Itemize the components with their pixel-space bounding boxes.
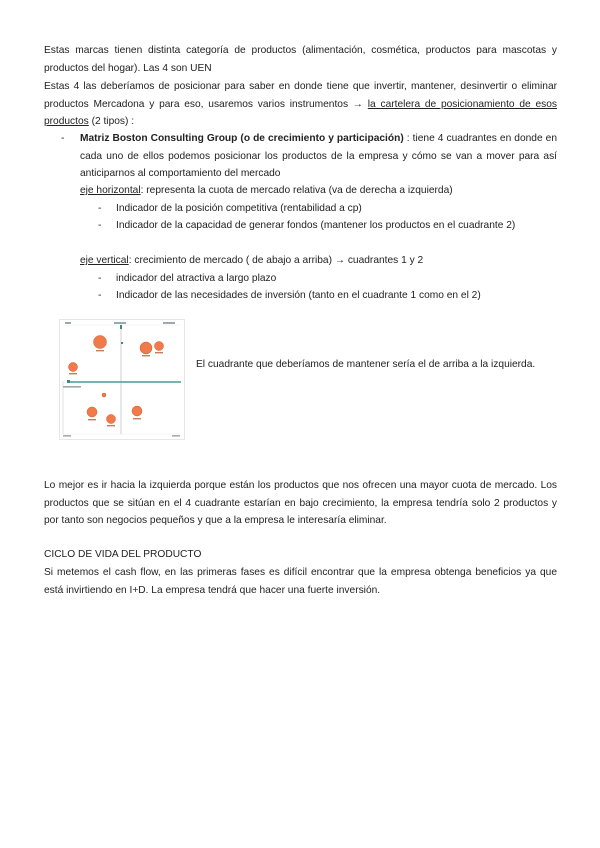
bcg-description bbox=[80, 130, 557, 183]
intro-paragraph-2 bbox=[44, 78, 557, 131]
list-dash: - bbox=[98, 273, 102, 284]
list-dash: - bbox=[98, 290, 102, 301]
vertical-axis-line bbox=[80, 252, 560, 270]
bubble-label-mark bbox=[133, 418, 141, 419]
product-bubble bbox=[155, 342, 164, 351]
axis-marker bbox=[120, 325, 122, 329]
bcg-matrix-image bbox=[59, 319, 185, 440]
vertical-sub-item-1-text: indicador del atractiva a largo plazo bbox=[116, 273, 277, 284]
bubble-label-mark bbox=[96, 350, 104, 351]
figure-frame bbox=[60, 320, 185, 440]
lifecycle-paragraph: Si metemos el cash flow, en las primeras fases es difícil encontrar que la empresa obtenga beneficios ya que está invirtiendo en I+D. La empresa tendrá que hacer una fuerte inversión. bbox=[44, 567, 557, 596]
product-bubble bbox=[69, 363, 78, 372]
corner-label-mark bbox=[172, 435, 180, 437]
figure-caption: El cuadrante que deberíamos de mantener sería el de arriba a la izquierda. bbox=[196, 359, 536, 370]
product-bubble bbox=[102, 393, 106, 397]
product-bubble bbox=[132, 406, 142, 416]
bcg-desc: : tiene 4 cuadrantes en donde en cada uno de ellos podemos posicionar los productos de la empresa y cómo se van a mover para así anticiparnos al comportamiento del mercado bbox=[80, 133, 557, 180]
list-dash: - bbox=[61, 133, 65, 144]
horizontal-axis-label: eje horizontal bbox=[80, 185, 141, 196]
product-bubble bbox=[107, 415, 116, 424]
vertical-sub-item-2-text: Indicador de las necesidades de inversión (tanto en el cuadrante 1 como en el 2) bbox=[116, 290, 481, 301]
product-bubble bbox=[87, 407, 97, 417]
horizontal-axis-text: : representa la cuota de mercado relativa (va de derecha a izquierda) bbox=[140, 185, 453, 196]
list-dash: - bbox=[98, 203, 102, 214]
axis-label-mark bbox=[63, 386, 81, 388]
conclusion-paragraph: Lo mejor es ir hacia la izquierda porque están los productos que nos ofrecen una mayor cuota de mercado. Los productos que se sitúan en el 4 cuadrante estarían en bajo crecimiento, la empresa tendría solo 2 productos y por tanto son negocios pequeños y que a la empresa le interesaría eliminar. bbox=[44, 480, 557, 527]
positioning-chart-link: la cartelera de posicionamiento de esos productos bbox=[44, 98, 557, 128]
intro-paragraph-2-tail: (2 tipos) : bbox=[88, 116, 135, 128]
vertical-axis-text: : crecimiento de mercado ( de abajo a arriba) → cuadrantes 1 y 2 bbox=[128, 255, 424, 266]
horizontal-sub-item-2-text: Indicador de la capacidad de generar fondos (mantener los productos en el cuadrante 2) bbox=[116, 220, 516, 231]
corner-label-mark bbox=[163, 322, 175, 324]
vertical-axis-label: eje vertical bbox=[80, 255, 129, 266]
bubble-label-mark bbox=[107, 425, 115, 426]
horizontal-axis-line bbox=[80, 182, 560, 200]
top-label-mark bbox=[114, 322, 126, 324]
list-dash: - bbox=[98, 220, 102, 231]
bubble-label-mark bbox=[155, 352, 163, 353]
product-bubble bbox=[94, 336, 107, 349]
product-bubble bbox=[140, 342, 152, 354]
bcg-matrix-graphic bbox=[59, 319, 185, 440]
corner-label-mark bbox=[63, 435, 71, 437]
bubble-label-mark bbox=[69, 373, 77, 374]
axis-marker bbox=[121, 342, 123, 344]
intro-paragraph-1: Estas marcas tienen distinta categoría de productos (alimentación, cosmética, productos para mascotas y productos del hogar). Las 4 son UEN bbox=[44, 45, 557, 74]
bcg-title: Matriz Boston Consulting Group (o de crecimiento y participación) bbox=[80, 133, 404, 144]
bubble-label-mark bbox=[142, 355, 150, 356]
lifecycle-heading: CICLO DE VIDA DEL PRODUCTO bbox=[44, 549, 202, 560]
axis-marker bbox=[67, 380, 70, 383]
corner-label-mark bbox=[65, 322, 71, 324]
bubble-label-mark bbox=[88, 419, 96, 420]
intro-paragraph-2-text: Estas 4 las deberíamos de posicionar para saber en donde tiene que invertir, mantener, desinvertir o eliminar productos Mercadona y para eso, usaremos varios instrumentos → bbox=[44, 81, 557, 110]
horizontal-sub-item-1-text: Indicador de la posición competitiva (rentabilidad a cp) bbox=[116, 203, 362, 214]
